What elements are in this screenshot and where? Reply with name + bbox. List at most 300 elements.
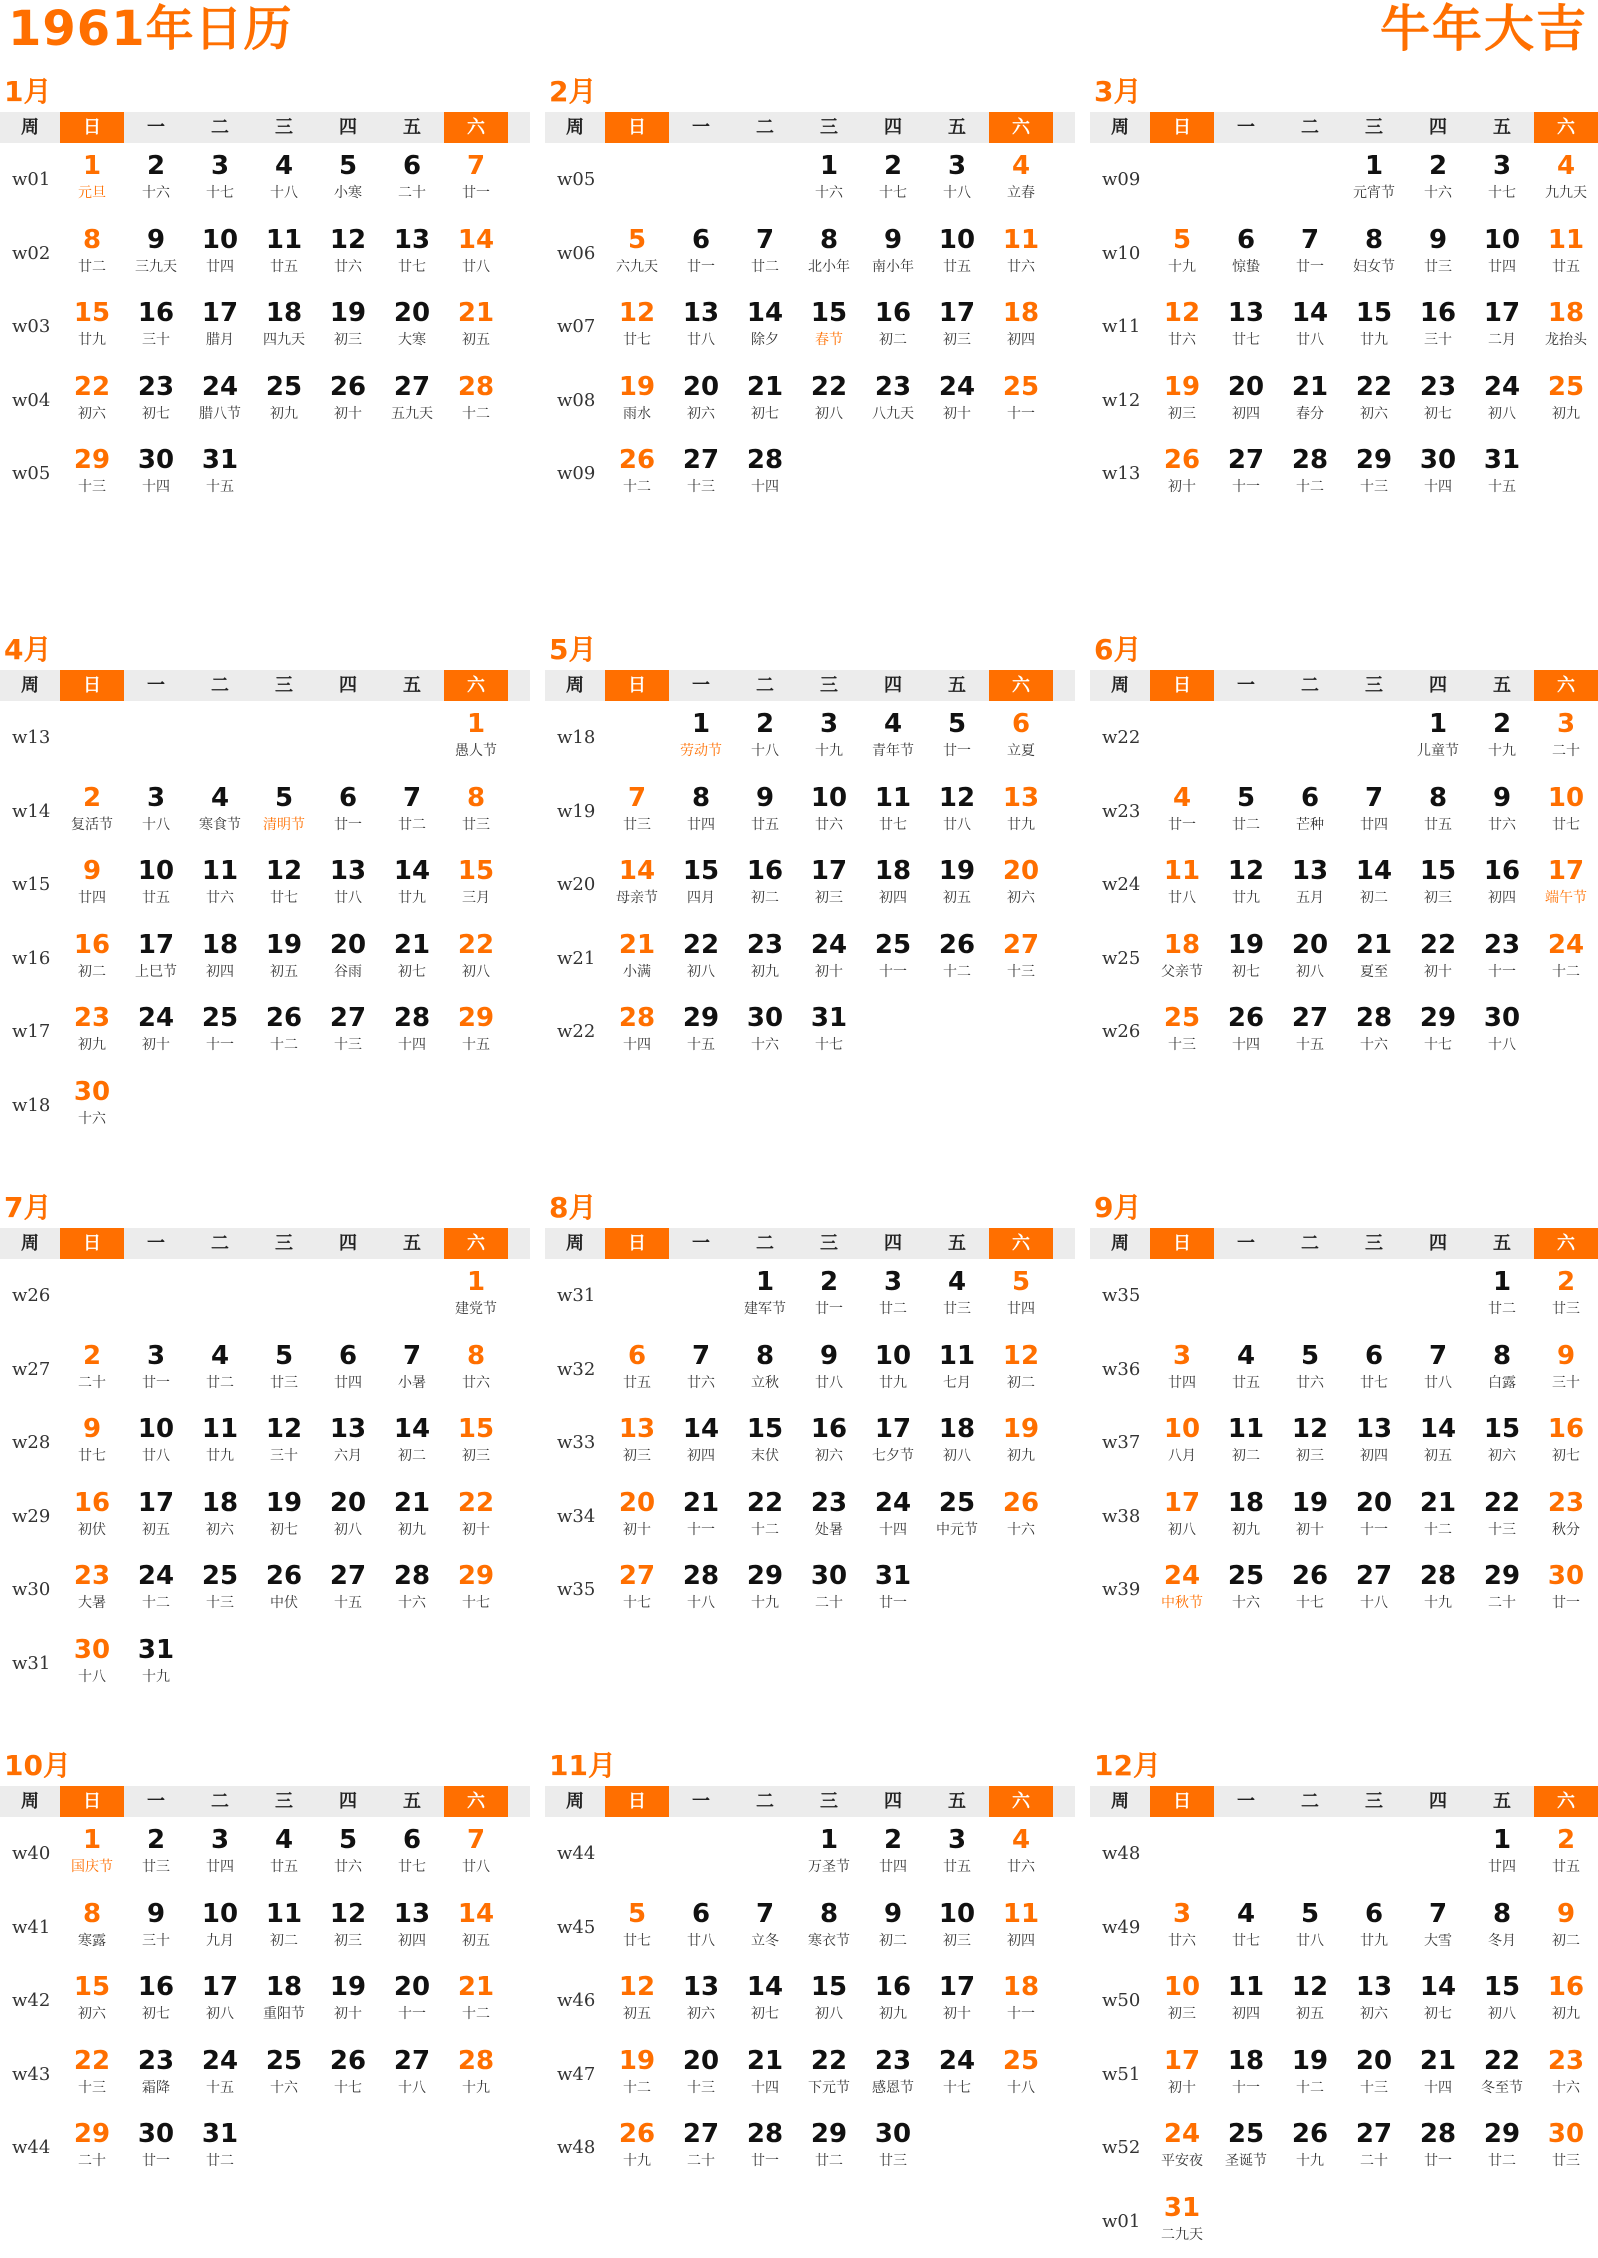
day-cell[interactable] [733, 1553, 797, 1627]
day-cell[interactable] [669, 1406, 733, 1480]
day-cell[interactable] [380, 1891, 444, 1965]
day-cell[interactable] [1470, 290, 1534, 364]
day-cell[interactable] [60, 848, 124, 922]
day-cell[interactable] [60, 775, 124, 849]
day-cell[interactable] [1214, 2038, 1278, 2112]
day-cell[interactable] [380, 1406, 444, 1480]
day-cell[interactable] [124, 2111, 188, 2185]
day-cell[interactable] [797, 848, 861, 922]
day-cell[interactable] [797, 1553, 861, 1627]
day-cell[interactable] [188, 995, 252, 1069]
day-cell[interactable] [1342, 2111, 1406, 2185]
day-cell[interactable] [989, 1406, 1053, 1480]
day-cell[interactable] [380, 775, 444, 849]
day-cell[interactable] [60, 1627, 124, 1701]
day-cell[interactable] [797, 364, 861, 438]
day-cell[interactable] [124, 217, 188, 291]
day-cell[interactable] [605, 775, 669, 849]
day-cell[interactable] [733, 1891, 797, 1965]
day-cell[interactable] [1406, 1406, 1470, 1480]
day-cell[interactable] [797, 2111, 861, 2185]
day-cell[interactable] [605, 1406, 669, 1480]
day-cell[interactable] [861, 701, 925, 775]
day-cell[interactable] [124, 290, 188, 364]
day-cell[interactable] [797, 922, 861, 996]
day-cell[interactable] [316, 143, 380, 217]
day-cell[interactable] [1342, 364, 1406, 438]
day-cell[interactable] [605, 1553, 669, 1627]
day-cell[interactable] [1534, 2038, 1598, 2112]
day-cell[interactable] [925, 1333, 989, 1407]
day-cell[interactable] [1342, 1891, 1406, 1965]
day-cell[interactable] [1406, 364, 1470, 438]
day-cell[interactable] [380, 922, 444, 996]
day-cell[interactable] [1278, 1891, 1342, 1965]
day-cell[interactable] [669, 437, 733, 511]
day-cell[interactable] [1278, 922, 1342, 996]
day-cell[interactable] [1278, 290, 1342, 364]
day-cell[interactable] [1278, 2038, 1342, 2112]
day-cell[interactable] [1214, 775, 1278, 849]
day-cell[interactable] [861, 1333, 925, 1407]
day-cell[interactable] [316, 922, 380, 996]
day-cell[interactable] [605, 922, 669, 996]
day-cell[interactable] [989, 701, 1053, 775]
day-cell[interactable] [252, 1964, 316, 2038]
day-cell[interactable] [669, 364, 733, 438]
day-cell[interactable] [124, 1964, 188, 2038]
day-cell[interactable] [252, 364, 316, 438]
day-cell[interactable] [925, 701, 989, 775]
day-cell[interactable] [1470, 995, 1534, 1069]
day-cell[interactable] [444, 1333, 508, 1407]
day-cell[interactable] [861, 848, 925, 922]
day-cell[interactable] [444, 2038, 508, 2112]
day-cell[interactable] [797, 1817, 861, 1891]
day-cell[interactable] [1342, 437, 1406, 511]
day-cell[interactable] [1150, 1333, 1214, 1407]
day-cell[interactable] [605, 217, 669, 291]
day-cell[interactable] [1150, 364, 1214, 438]
day-cell[interactable] [989, 1259, 1053, 1333]
day-cell[interactable] [316, 1817, 380, 1891]
day-cell[interactable] [188, 217, 252, 291]
day-cell[interactable] [60, 2038, 124, 2112]
day-cell[interactable] [1470, 437, 1534, 511]
day-cell[interactable] [252, 290, 316, 364]
day-cell[interactable] [861, 1553, 925, 1627]
day-cell[interactable] [380, 143, 444, 217]
day-cell[interactable] [1214, 1964, 1278, 2038]
day-cell[interactable] [316, 1480, 380, 1554]
day-cell[interactable] [733, 437, 797, 511]
day-cell[interactable] [1150, 922, 1214, 996]
day-cell[interactable] [733, 775, 797, 849]
day-cell[interactable] [1406, 848, 1470, 922]
day-cell[interactable] [733, 995, 797, 1069]
day-cell[interactable] [188, 848, 252, 922]
day-cell[interactable] [252, 1480, 316, 1554]
day-cell[interactable] [669, 2038, 733, 2112]
day-cell[interactable] [925, 364, 989, 438]
day-cell[interactable] [733, 922, 797, 996]
day-cell[interactable] [1342, 217, 1406, 291]
day-cell[interactable] [188, 922, 252, 996]
day-cell[interactable] [124, 1817, 188, 1891]
day-cell[interactable] [733, 290, 797, 364]
day-cell[interactable] [1278, 775, 1342, 849]
day-cell[interactable] [1534, 364, 1598, 438]
day-cell[interactable] [669, 217, 733, 291]
day-cell[interactable] [861, 290, 925, 364]
day-cell[interactable] [605, 995, 669, 1069]
day-cell[interactable] [797, 701, 861, 775]
day-cell[interactable] [380, 848, 444, 922]
day-cell[interactable] [252, 1553, 316, 1627]
day-cell[interactable] [124, 922, 188, 996]
day-cell[interactable] [316, 2038, 380, 2112]
day-cell[interactable] [1150, 2038, 1214, 2112]
day-cell[interactable] [1534, 1553, 1598, 1627]
day-cell[interactable] [797, 143, 861, 217]
day-cell[interactable] [124, 143, 188, 217]
day-cell[interactable] [925, 848, 989, 922]
day-cell[interactable] [1534, 2111, 1598, 2185]
day-cell[interactable] [861, 143, 925, 217]
day-cell[interactable] [797, 1891, 861, 1965]
day-cell[interactable] [733, 848, 797, 922]
day-cell[interactable] [444, 1553, 508, 1627]
day-cell[interactable] [188, 2111, 252, 2185]
day-cell[interactable] [380, 1480, 444, 1554]
day-cell[interactable] [669, 1553, 733, 1627]
day-cell[interactable] [925, 290, 989, 364]
day-cell[interactable] [124, 1553, 188, 1627]
day-cell[interactable] [60, 1069, 124, 1143]
day-cell[interactable] [444, 290, 508, 364]
day-cell[interactable] [1406, 2111, 1470, 2185]
day-cell[interactable] [605, 1480, 669, 1554]
day-cell[interactable] [1406, 701, 1470, 775]
day-cell[interactable] [1470, 143, 1534, 217]
day-cell[interactable] [861, 2038, 925, 2112]
day-cell[interactable] [605, 1333, 669, 1407]
day-cell[interactable] [380, 364, 444, 438]
day-cell[interactable] [1342, 2038, 1406, 2112]
day-cell[interactable] [925, 775, 989, 849]
day-cell[interactable] [1214, 1891, 1278, 1965]
day-cell[interactable] [797, 1480, 861, 1554]
day-cell[interactable] [1534, 1259, 1598, 1333]
day-cell[interactable] [925, 1406, 989, 1480]
day-cell[interactable] [925, 1259, 989, 1333]
day-cell[interactable] [1150, 848, 1214, 922]
day-cell[interactable] [1214, 1480, 1278, 1554]
day-cell[interactable] [1406, 995, 1470, 1069]
day-cell[interactable] [316, 364, 380, 438]
day-cell[interactable] [1406, 922, 1470, 996]
day-cell[interactable] [1470, 364, 1534, 438]
day-cell[interactable] [861, 364, 925, 438]
day-cell[interactable] [1342, 1553, 1406, 1627]
day-cell[interactable] [1214, 2111, 1278, 2185]
day-cell[interactable] [1534, 1406, 1598, 1480]
day-cell[interactable] [252, 848, 316, 922]
day-cell[interactable] [444, 922, 508, 996]
day-cell[interactable] [733, 1964, 797, 2038]
day-cell[interactable] [925, 1817, 989, 1891]
day-cell[interactable] [124, 1333, 188, 1407]
day-cell[interactable] [989, 217, 1053, 291]
day-cell[interactable] [1342, 922, 1406, 996]
day-cell[interactable] [316, 1333, 380, 1407]
day-cell[interactable] [316, 217, 380, 291]
day-cell[interactable] [124, 1406, 188, 1480]
day-cell[interactable] [1214, 1406, 1278, 1480]
day-cell[interactable] [1342, 995, 1406, 1069]
day-cell[interactable] [60, 995, 124, 1069]
day-cell[interactable] [733, 1480, 797, 1554]
day-cell[interactable] [1150, 2111, 1214, 2185]
day-cell[interactable] [1534, 848, 1598, 922]
day-cell[interactable] [1534, 1964, 1598, 2038]
day-cell[interactable] [1470, 701, 1534, 775]
day-cell[interactable] [60, 143, 124, 217]
day-cell[interactable] [1150, 437, 1214, 511]
day-cell[interactable] [605, 2111, 669, 2185]
day-cell[interactable] [1342, 848, 1406, 922]
day-cell[interactable] [444, 1891, 508, 1965]
day-cell[interactable] [1214, 364, 1278, 438]
day-cell[interactable] [605, 1964, 669, 2038]
day-cell[interactable] [1470, 1964, 1534, 2038]
day-cell[interactable] [380, 2038, 444, 2112]
day-cell[interactable] [1534, 143, 1598, 217]
day-cell[interactable] [669, 922, 733, 996]
day-cell[interactable] [444, 217, 508, 291]
day-cell[interactable] [1470, 848, 1534, 922]
day-cell[interactable] [316, 775, 380, 849]
day-cell[interactable] [797, 217, 861, 291]
day-cell[interactable] [444, 701, 508, 775]
day-cell[interactable] [1150, 290, 1214, 364]
day-cell[interactable] [188, 1817, 252, 1891]
day-cell[interactable] [1342, 1964, 1406, 2038]
day-cell[interactable] [124, 1627, 188, 1701]
day-cell[interactable] [380, 290, 444, 364]
day-cell[interactable] [380, 217, 444, 291]
day-cell[interactable] [605, 364, 669, 438]
day-cell[interactable] [1470, 217, 1534, 291]
day-cell[interactable] [124, 1891, 188, 1965]
day-cell[interactable] [1406, 775, 1470, 849]
day-cell[interactable] [669, 1480, 733, 1554]
day-cell[interactable] [188, 143, 252, 217]
day-cell[interactable] [1534, 1817, 1598, 1891]
day-cell[interactable] [925, 1891, 989, 1965]
day-cell[interactable] [1278, 364, 1342, 438]
day-cell[interactable] [1406, 2038, 1470, 2112]
day-cell[interactable] [252, 1333, 316, 1407]
day-cell[interactable] [861, 2111, 925, 2185]
day-cell[interactable] [316, 1553, 380, 1627]
day-cell[interactable] [188, 1480, 252, 1554]
day-cell[interactable] [60, 1817, 124, 1891]
day-cell[interactable] [861, 217, 925, 291]
day-cell[interactable] [669, 2111, 733, 2185]
day-cell[interactable] [444, 1480, 508, 1554]
day-cell[interactable] [861, 1259, 925, 1333]
day-cell[interactable] [1150, 995, 1214, 1069]
day-cell[interactable] [188, 1553, 252, 1627]
day-cell[interactable] [989, 775, 1053, 849]
day-cell[interactable] [1150, 1406, 1214, 1480]
day-cell[interactable] [444, 1406, 508, 1480]
day-cell[interactable] [797, 2038, 861, 2112]
day-cell[interactable] [316, 1406, 380, 1480]
day-cell[interactable] [1406, 217, 1470, 291]
day-cell[interactable] [861, 1964, 925, 2038]
day-cell[interactable] [188, 364, 252, 438]
day-cell[interactable] [861, 1406, 925, 1480]
day-cell[interactable] [925, 2038, 989, 2112]
day-cell[interactable] [1406, 1553, 1470, 1627]
day-cell[interactable] [605, 437, 669, 511]
day-cell[interactable] [669, 1333, 733, 1407]
day-cell[interactable] [669, 995, 733, 1069]
day-cell[interactable] [669, 1964, 733, 2038]
day-cell[interactable] [1406, 143, 1470, 217]
day-cell[interactable] [252, 922, 316, 996]
day-cell[interactable] [1214, 1333, 1278, 1407]
day-cell[interactable] [1214, 1553, 1278, 1627]
day-cell[interactable] [1278, 217, 1342, 291]
day-cell[interactable] [1150, 217, 1214, 291]
day-cell[interactable] [669, 1891, 733, 1965]
day-cell[interactable] [380, 1964, 444, 2038]
day-cell[interactable] [124, 437, 188, 511]
day-cell[interactable] [733, 364, 797, 438]
day-cell[interactable] [669, 775, 733, 849]
day-cell[interactable] [124, 2038, 188, 2112]
day-cell[interactable] [1470, 1259, 1534, 1333]
day-cell[interactable] [797, 775, 861, 849]
day-cell[interactable] [1342, 1480, 1406, 1554]
day-cell[interactable] [1470, 1891, 1534, 1965]
day-cell[interactable] [1214, 922, 1278, 996]
day-cell[interactable] [797, 1333, 861, 1407]
day-cell[interactable] [797, 1406, 861, 1480]
day-cell[interactable] [188, 1333, 252, 1407]
day-cell[interactable] [1150, 2185, 1214, 2258]
day-cell[interactable] [60, 1891, 124, 1965]
day-cell[interactable] [1534, 701, 1598, 775]
day-cell[interactable] [733, 2038, 797, 2112]
day-cell[interactable] [669, 701, 733, 775]
day-cell[interactable] [1470, 1333, 1534, 1407]
day-cell[interactable] [989, 922, 1053, 996]
day-cell[interactable] [380, 995, 444, 1069]
day-cell[interactable] [925, 143, 989, 217]
day-cell[interactable] [380, 1333, 444, 1407]
day-cell[interactable] [861, 922, 925, 996]
day-cell[interactable] [1342, 1333, 1406, 1407]
day-cell[interactable] [1406, 1480, 1470, 1554]
day-cell[interactable] [60, 1480, 124, 1554]
day-cell[interactable] [1470, 1480, 1534, 1554]
day-cell[interactable] [861, 1817, 925, 1891]
day-cell[interactable] [861, 1480, 925, 1554]
day-cell[interactable] [1278, 848, 1342, 922]
day-cell[interactable] [1214, 217, 1278, 291]
day-cell[interactable] [1278, 995, 1342, 1069]
day-cell[interactable] [124, 995, 188, 1069]
day-cell[interactable] [733, 1333, 797, 1407]
day-cell[interactable] [60, 2111, 124, 2185]
day-cell[interactable] [252, 2038, 316, 2112]
day-cell[interactable] [1406, 290, 1470, 364]
day-cell[interactable] [1406, 437, 1470, 511]
day-cell[interactable] [1278, 1480, 1342, 1554]
day-cell[interactable] [1150, 1553, 1214, 1627]
day-cell[interactable] [925, 922, 989, 996]
day-cell[interactable] [861, 775, 925, 849]
day-cell[interactable] [60, 1406, 124, 1480]
day-cell[interactable] [252, 775, 316, 849]
day-cell[interactable] [380, 1817, 444, 1891]
day-cell[interactable] [124, 775, 188, 849]
day-cell[interactable] [669, 290, 733, 364]
day-cell[interactable] [1342, 290, 1406, 364]
day-cell[interactable] [1470, 1817, 1534, 1891]
day-cell[interactable] [444, 775, 508, 849]
day-cell[interactable] [444, 1259, 508, 1333]
day-cell[interactable] [1342, 1406, 1406, 1480]
day-cell[interactable] [925, 1964, 989, 2038]
day-cell[interactable] [1214, 848, 1278, 922]
day-cell[interactable] [1470, 775, 1534, 849]
day-cell[interactable] [605, 848, 669, 922]
day-cell[interactable] [1214, 290, 1278, 364]
day-cell[interactable] [925, 1480, 989, 1554]
day-cell[interactable] [1406, 1333, 1470, 1407]
day-cell[interactable] [1470, 1553, 1534, 1627]
day-cell[interactable] [252, 1817, 316, 1891]
day-cell[interactable] [989, 143, 1053, 217]
day-cell[interactable] [252, 1891, 316, 1965]
day-cell[interactable] [1470, 1406, 1534, 1480]
day-cell[interactable] [733, 1259, 797, 1333]
day-cell[interactable] [797, 1964, 861, 2038]
day-cell[interactable] [1534, 775, 1598, 849]
day-cell[interactable] [60, 1333, 124, 1407]
day-cell[interactable] [1278, 1333, 1342, 1407]
day-cell[interactable] [252, 995, 316, 1069]
day-cell[interactable] [1278, 437, 1342, 511]
day-cell[interactable] [60, 290, 124, 364]
day-cell[interactable] [444, 995, 508, 1069]
day-cell[interactable] [1534, 1891, 1598, 1965]
day-cell[interactable] [316, 1964, 380, 2038]
day-cell[interactable] [60, 922, 124, 996]
day-cell[interactable] [188, 1406, 252, 1480]
day-cell[interactable] [1534, 1480, 1598, 1554]
day-cell[interactable] [989, 1964, 1053, 2038]
day-cell[interactable] [605, 2038, 669, 2112]
day-cell[interactable] [316, 290, 380, 364]
day-cell[interactable] [188, 2038, 252, 2112]
day-cell[interactable] [1406, 1964, 1470, 2038]
